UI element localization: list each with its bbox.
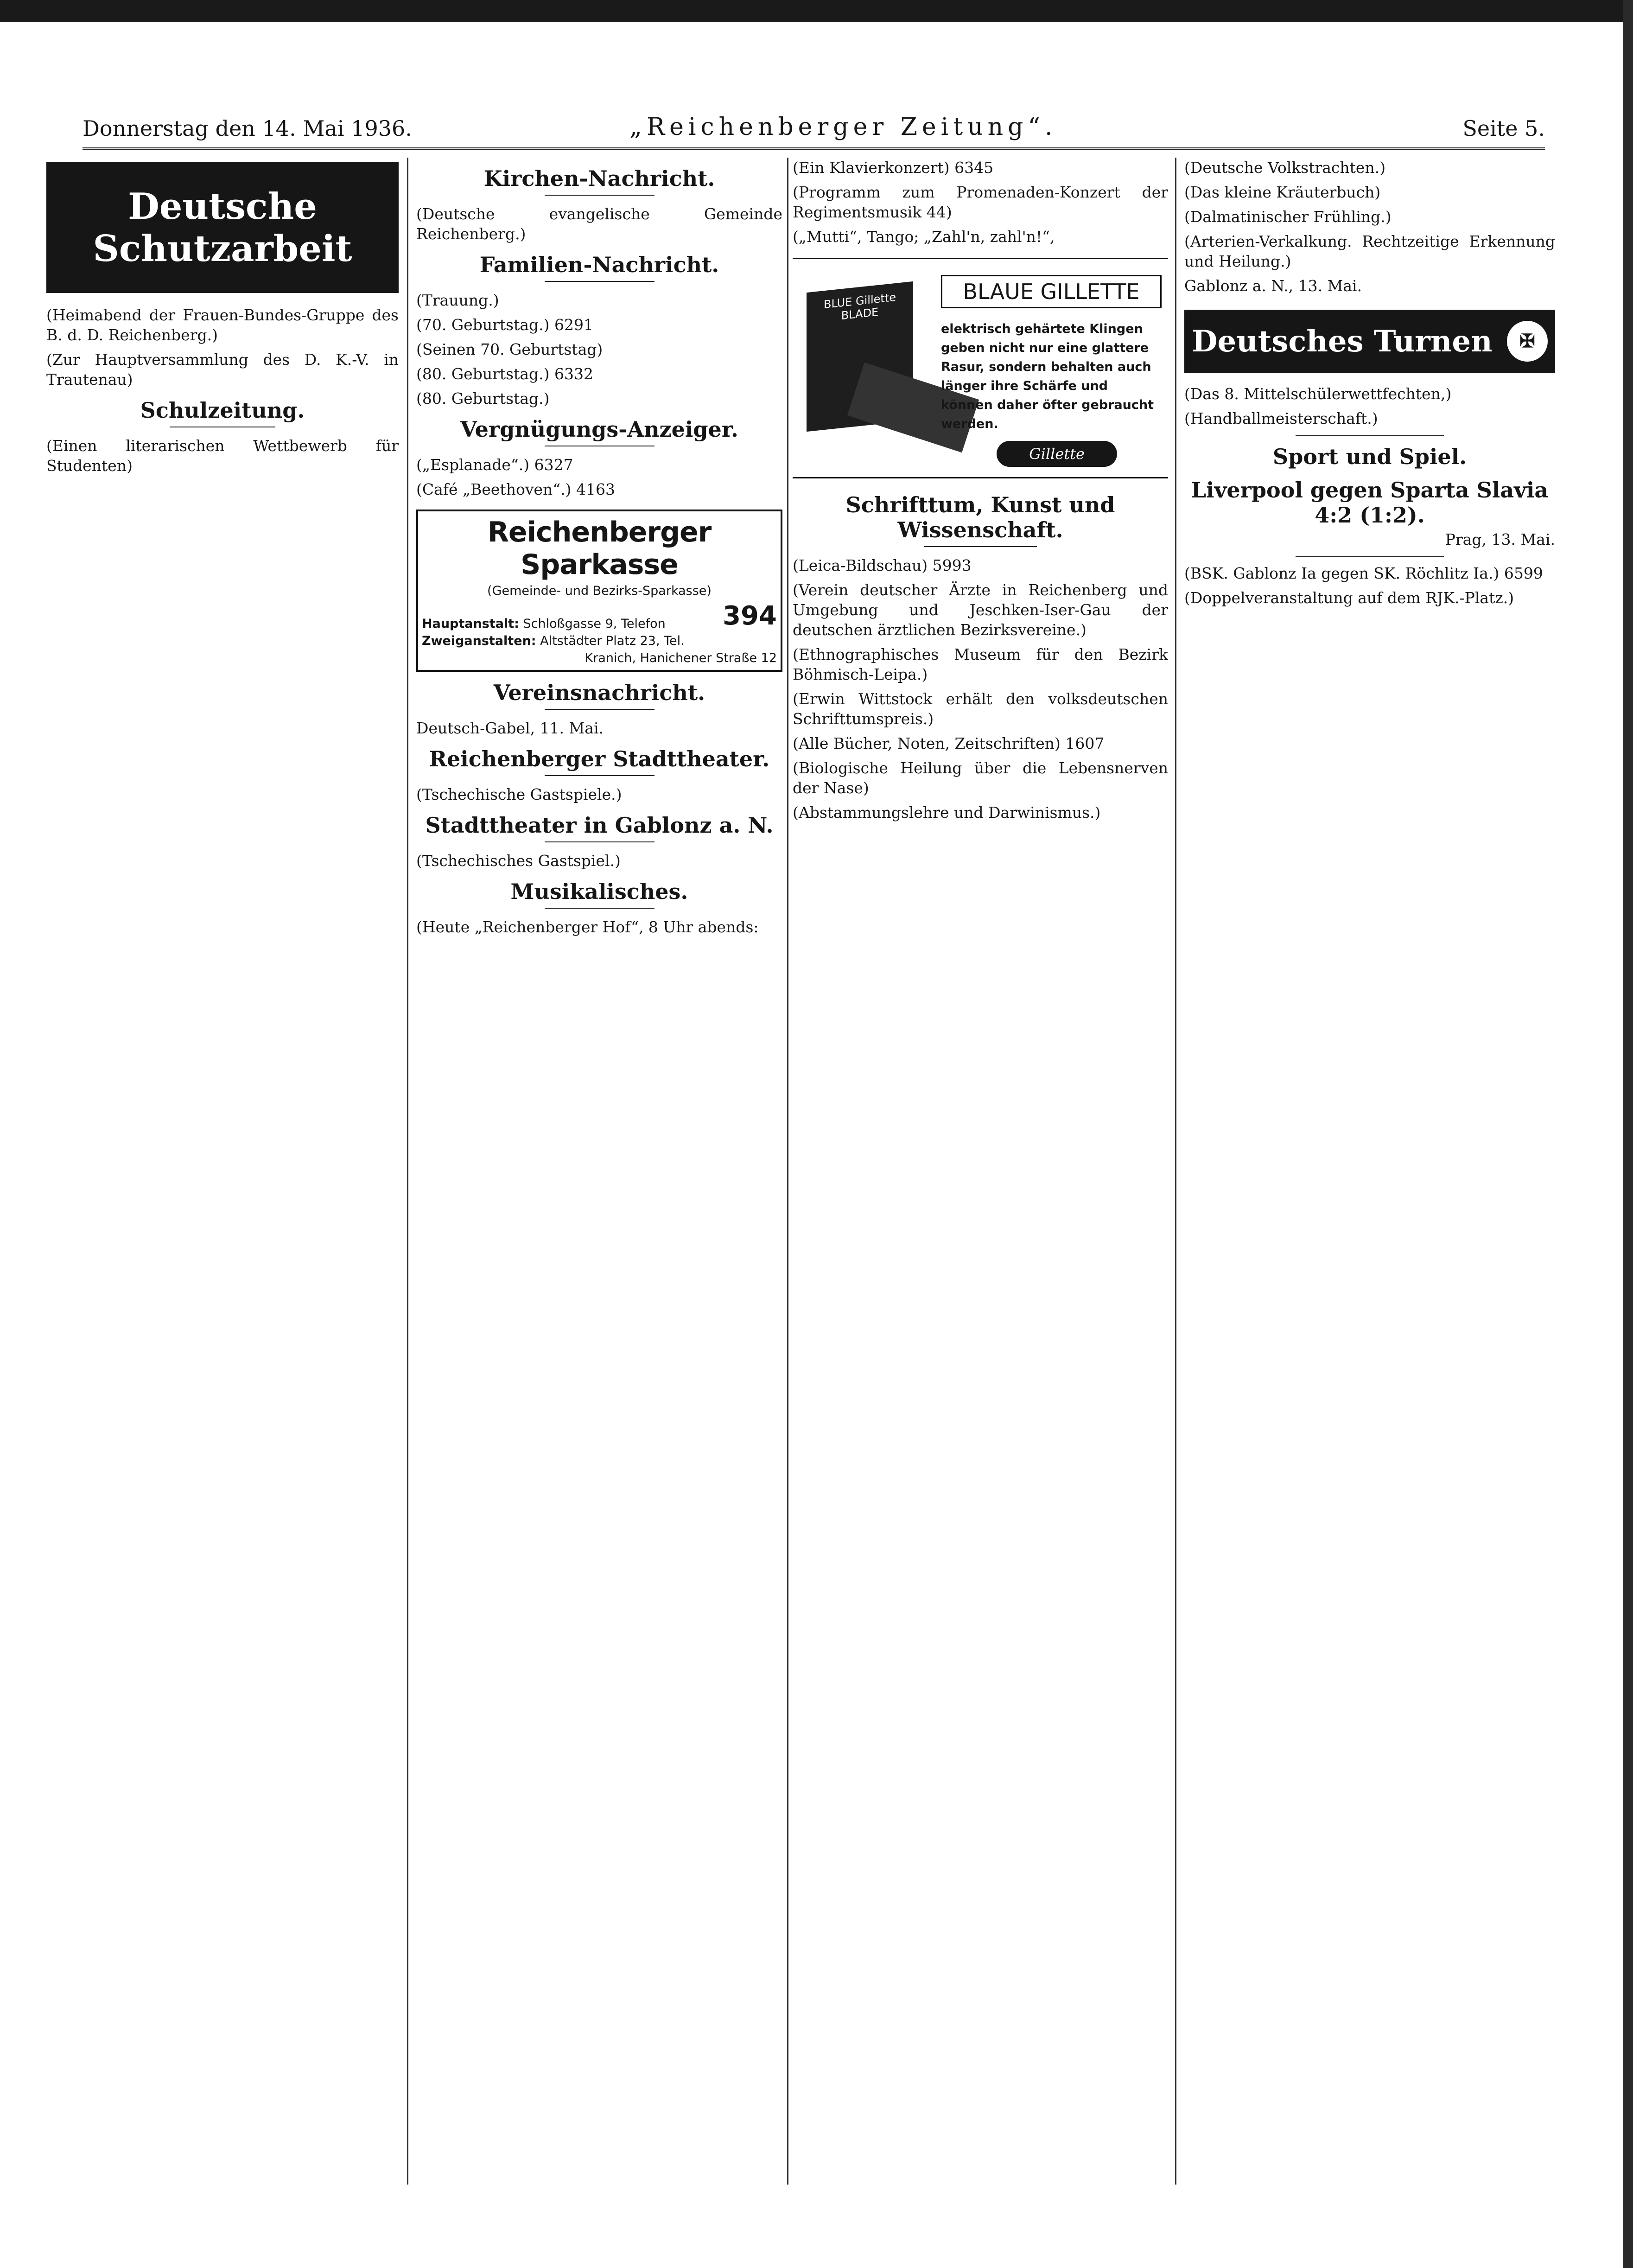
article-text [793, 555, 1168, 575]
turner-emblem-icon: ✠ [1507, 321, 1548, 362]
section-banner-schutzarbeit: Deutsche Schutzarbeit [46, 162, 399, 293]
article-text: (Deutsche evangelische Gemeinde Reichenberg.) [416, 205, 782, 243]
section-heading: Musikalisches. [416, 879, 782, 909]
page-number: Seite 5. [1462, 116, 1545, 141]
section-heading: Sport und Spiel. [1272, 444, 1467, 469]
article-text [416, 315, 782, 335]
article-text: („Mutti“, Tango; „Zahl'n, zahl'n!“, [793, 228, 1055, 246]
separator-rule [1296, 556, 1444, 557]
article-text: (Tschechische Gastspiele.) [416, 785, 622, 803]
article-text: Gablonz a. N., 13. Mai. [1184, 277, 1362, 295]
sparkasse-advertisement [416, 510, 782, 672]
article-text: (70. Geburtstag.) [416, 316, 550, 334]
sparkasse-branch-addr: Altstädter Platz 23, Tel. [540, 634, 685, 648]
article-text: (Deutsche Volkstrachten.) [1184, 159, 1386, 177]
sparkasse-main-label: Hauptanstalt: [422, 617, 519, 631]
masthead-title: „Reichenberger Zeitung“. [629, 113, 1057, 141]
article-text: („Esplanade“.) [416, 456, 530, 474]
sparkasse-main-address [422, 601, 777, 631]
article-text: (80. Geburtstag.) [416, 365, 550, 383]
article-text [416, 479, 782, 499]
article-text: (Doppelveranstaltung auf dem RJK.-Platz.) [1184, 589, 1514, 607]
ad-number: 6291 [554, 316, 593, 334]
article-text: (80. Geburtstag.) [416, 389, 550, 408]
sparkasse-branch-label: Zweiganstalten: [422, 634, 536, 648]
column-3 [793, 158, 1168, 2208]
banner-title: Deutsches Turnen [1192, 324, 1493, 359]
sparkasse-subtitle: (Gemeinde- und Bezirks-Sparkasse) [487, 584, 712, 598]
article-text: (BSK. Gablonz Ia gegen SK. Röchlitz Ia.) [1184, 564, 1500, 582]
ad-number: 6327 [534, 456, 573, 474]
article-text [1184, 563, 1555, 583]
match-headline: Liverpool gegen Sparta Slavia 4:2 (1:2). [1191, 478, 1549, 528]
sparkasse-main-addr: Schloßgasse 9, Telefon [523, 617, 666, 631]
section-heading: Reichenberger Stadttheater. [416, 746, 782, 776]
section-heading: Schulzeitung. [46, 398, 399, 427]
sparkasse-phone: 394 [723, 601, 777, 631]
header-rule [83, 147, 1545, 150]
ad-number: 6332 [554, 365, 593, 383]
article-text [416, 455, 782, 475]
article-text: (Heimabend der Frauen-Bundes-Gruppe des B. d. D. Reichenberg.) [46, 306, 399, 344]
article-text: (Arterien-Verkalkung. Rechtzeitige Erkennung und Heilung.) [1184, 232, 1555, 270]
gillette-advertisement [793, 258, 1168, 478]
gillette-headline: BLAUE GILLETTE [941, 275, 1162, 308]
article-text: (Tschechisches Gastspiel.) [416, 852, 621, 870]
sparkasse-branch-addr-2: Kranich, Hanichener Straße 12 [585, 651, 777, 665]
section-heading: Familien-Nachricht. [416, 252, 782, 282]
article-text: (Handballmeisterschaft.) [1184, 409, 1378, 427]
article-text: (Heute „Reichenberger Hof“, 8 Uhr abends: [416, 918, 759, 936]
column-rule [407, 158, 408, 2185]
article-text: (Abstammungslehre und Darwinismus.) [793, 803, 1101, 822]
ad-number: 5993 [932, 556, 972, 574]
article-text: (Ein Klavierkonzert) [793, 159, 950, 177]
page-header [83, 108, 1545, 149]
article-text: (Café „Beethoven“.) [416, 480, 572, 498]
section-heading: Schrifttum, Kunst und Wissenschaft. [793, 492, 1168, 547]
column-rule [787, 158, 788, 2185]
article-text: (Erwin Wittstock erhält den volksdeutschen Schrifttumspreis.) [793, 690, 1168, 728]
article-text: (Alle Bücher, Noten, Zeitschriften) [793, 734, 1061, 752]
article-text: (Ethnographisches Museum für den Bezirk Böhmisch-Leipa.) [793, 645, 1168, 683]
column-4 [1184, 158, 1555, 2208]
header-date: Donnerstag den 14. Mai 1936. [83, 116, 412, 141]
scan-border-right [1623, 0, 1633, 2268]
article-text: (Einen literarischen Wettbewerb für Studenten) [46, 437, 399, 475]
section-heading: Vereinsnachricht. [416, 680, 782, 710]
ad-number: 6599 [1504, 564, 1543, 582]
sparkasse-branch-address [422, 634, 777, 648]
column-2 [416, 158, 782, 2208]
section-heading: Kirchen-Nachricht. [416, 166, 782, 196]
ad-number: 1607 [1065, 734, 1105, 752]
article-text: (Programm zum Promenaden-Konzert der Regimentsmusik 44) [793, 183, 1168, 221]
article-text [793, 733, 1168, 753]
article-text: (Biologische Heilung über die Lebensnerven der Nase) [793, 759, 1168, 797]
column-rule [1175, 158, 1176, 2185]
ad-number: 4163 [576, 480, 615, 498]
blade-pack-illustration: BLUE Gillette BLADE [807, 281, 913, 432]
dateline: Prag, 13. Mai. [1445, 530, 1555, 548]
article-text: (Verein deutscher Ärzte in Reichenberg und Umgebung und Jeschken-Iser-Gau der deutschen ärztlichen Bezirksvereine.) [793, 581, 1168, 639]
sparkasse-name: Reichenberger Sparkasse [487, 516, 712, 581]
gillette-copy: elektrisch gehärtete Klingen geben nicht nur eine glattere Rasur, sondern behalten auch länger ihre Schärfe und können daher öfter gebraucht werden. [941, 322, 1154, 431]
section-heading: Stadttheater in Gablonz a. N. [416, 813, 782, 842]
section-heading: Vergnügungs-Anzeiger. [416, 417, 782, 446]
sparkasse-branch-address-2 [422, 651, 777, 665]
article-text: (Zur Hauptversammlung des D. K.-V. in Trautenau) [46, 350, 399, 389]
article-text: (Leica-Bildschau) [793, 556, 928, 574]
section-banner-turnen [1184, 310, 1555, 373]
column-1 [46, 158, 399, 2208]
article-text [416, 364, 782, 384]
separator-rule [1296, 435, 1444, 436]
article-text: (Seinen 70. Geburtstag) [416, 340, 603, 358]
article-text: (Das 8. Mittelschülerwettfechten,) [1184, 385, 1452, 403]
gillette-logo: Gillette [997, 441, 1117, 467]
article-text: (Dalmatinischer Frühling.) [1184, 208, 1392, 226]
article-text: Deutsch-Gabel, 11. Mai. [416, 719, 604, 737]
article-text: (Das kleine Kräuterbuch) [1184, 183, 1381, 201]
article-text [793, 158, 1168, 178]
article-text: (Trauung.) [416, 291, 499, 309]
ad-number: 6345 [954, 159, 994, 177]
scan-border-top [0, 0, 1633, 22]
